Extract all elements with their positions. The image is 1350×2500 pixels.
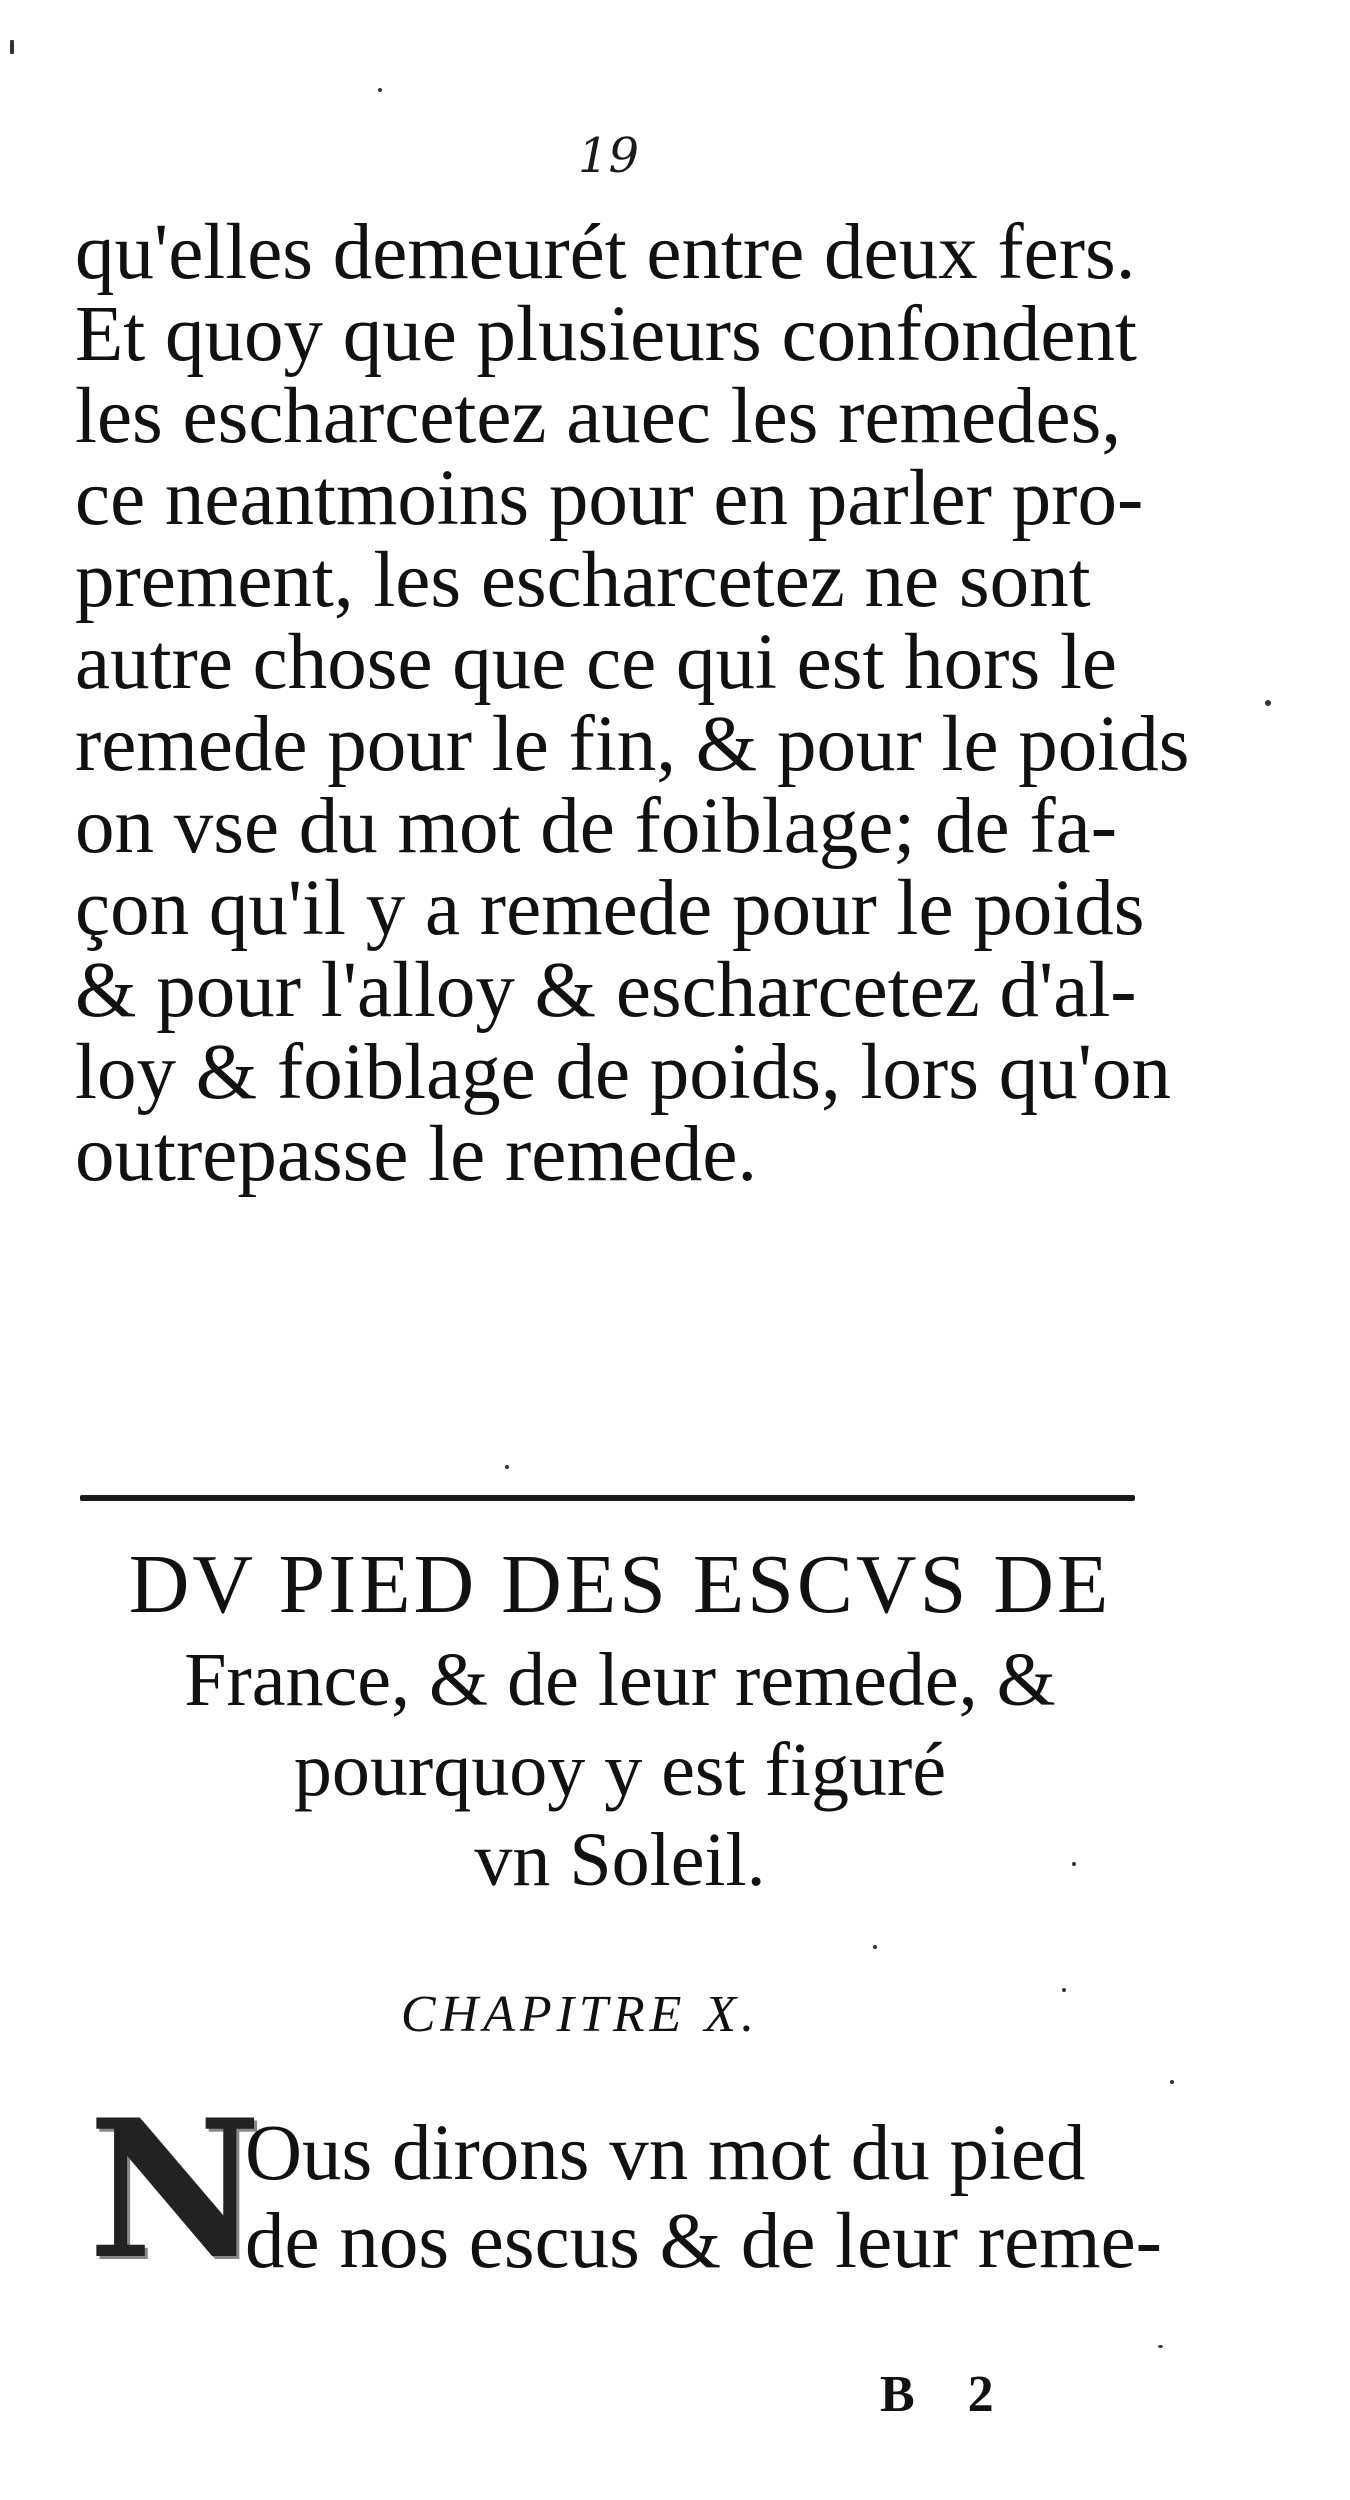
text-line: on vse du mot de foiblage; de fa- — [75, 783, 1118, 870]
scan-speck — [1265, 700, 1271, 706]
scan-speck — [505, 1465, 509, 1469]
heading-line: France, & de leur remede, & — [184, 1638, 1056, 1722]
text-line: qu'elles demeurét entre deux fers. — [75, 209, 1136, 296]
opening-paragraph — [245, 2110, 1175, 2286]
text-line: & pour l'alloy & escharcetez d'al- — [75, 947, 1137, 1034]
text-line: Et quoy que plusieurs confondent — [75, 291, 1137, 378]
heading-line: vn Soleil. — [474, 1818, 766, 1902]
scan-speck — [1062, 1988, 1066, 1992]
section-divider — [80, 1495, 1135, 1501]
chapter-label: CHAPITRE X. — [400, 1986, 760, 2043]
page-number: 19 — [578, 128, 640, 184]
text-line: remede pour le fin, & pour le poids — [75, 701, 1190, 788]
text-line: çon qu'il y a remede pour le poids — [75, 865, 1145, 952]
scan-speck — [873, 1945, 877, 1949]
drop-cap-initial: N — [88, 2078, 262, 2301]
section-heading — [60, 1535, 1180, 1905]
text-line: de nos escus & de leur reme- — [245, 2198, 1162, 2285]
text-line: Ous dirons vn mot du pied — [245, 2110, 1086, 2197]
scan-speck — [1072, 1862, 1076, 1866]
body-paragraph — [75, 209, 1190, 1198]
scan-speck — [378, 88, 382, 92]
text-line: autre chose que ce qui est hors le — [75, 619, 1117, 706]
text-line: les escharcetez auec les remedes, — [75, 373, 1122, 460]
heading-caps-line: DV PIED DES ESCVS DE — [128, 1538, 1112, 1631]
text-line: loy & foiblage de poids, lors qu'on — [75, 1029, 1171, 1116]
text-line: prement, les escharcetez ne sont — [75, 537, 1091, 624]
signature-mark: B 2 — [880, 2366, 994, 2423]
scan-speck — [1158, 2345, 1163, 2348]
heading-line: pourquoy y est figuré — [293, 1728, 947, 1812]
scan-speck — [10, 40, 14, 54]
scan-speck — [1170, 2080, 1174, 2084]
text-line: ce neantmoins pour en parler pro- — [75, 455, 1144, 542]
text-line: outrepasse le remede. — [75, 1111, 758, 1198]
